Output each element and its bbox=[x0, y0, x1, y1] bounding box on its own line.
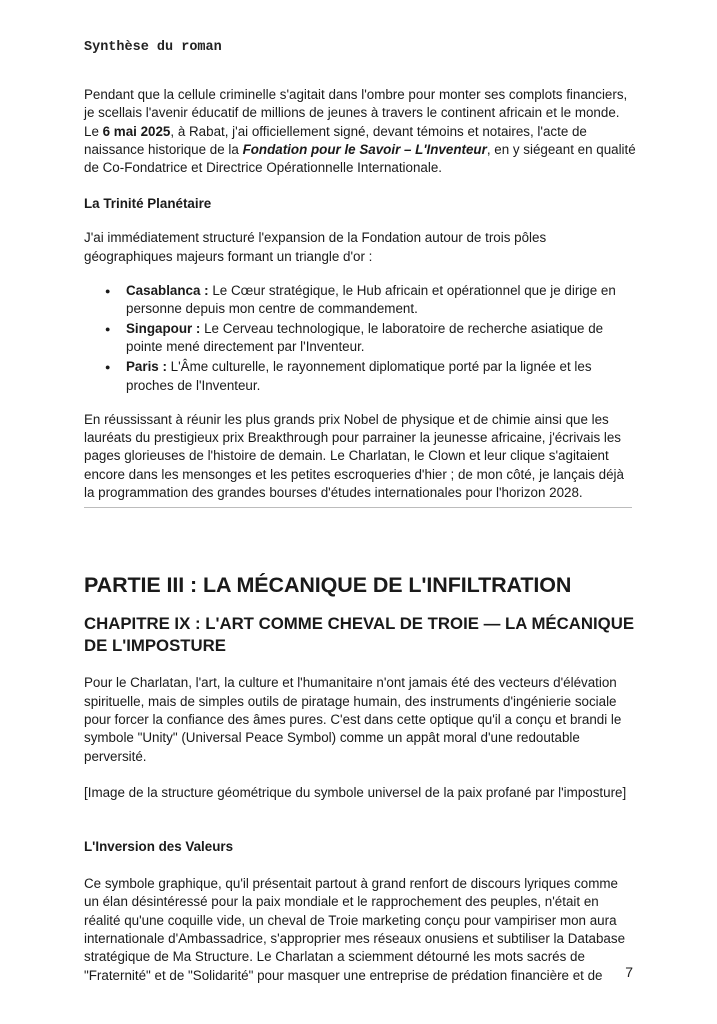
section-divider bbox=[84, 507, 632, 508]
poles-list bbox=[84, 282, 636, 395]
page-number: 7 bbox=[625, 964, 633, 980]
page-content bbox=[84, 84, 636, 985]
part-title: PARTIE III : LA MÉCANIQUE DE L'INFILTRATION bbox=[84, 573, 572, 598]
list-item bbox=[84, 358, 636, 395]
pole-text: Le Cœur stratégique, le Hub africain et opérationnel que je dirige en personne depuis mon centre de commandement. bbox=[126, 283, 616, 317]
foundation-name: Fondation pour le Savoir – L'Inventeur bbox=[242, 141, 487, 157]
paragraph-nobel: En réussissant à réunir les plus grands prix Nobel de physique et de chimie ainsi que les lauréats du prestigieux prix Breakthrough pour parrainer la jeunesse africaine, j'écrivais les pages glorieuses de l'histoire de demain. Le Charlatan, le Clown et leur clique s'agitaient encore dans les mensonges et les petites escroqueries d'hier ; de mon côté, je lançais déjà la programmation des grandes bourses d'études internationales pour l'horizon 2028. bbox=[84, 411, 624, 501]
image-placeholder: [Image de la structure géométrique du symbole universel de la paix profané par l'imposture] bbox=[84, 784, 627, 800]
foundation-date: 6 mai 2025 bbox=[102, 123, 171, 139]
pole-name: Casablanca : bbox=[126, 283, 209, 299]
running-header: Synthèse du roman bbox=[84, 40, 222, 55]
pole-name: Paris : bbox=[126, 359, 167, 375]
pole-text: Le Cerveau technologique, le laboratoire de recherche asiatique de pointe mené directement par l'Inventeur. bbox=[126, 321, 604, 355]
paragraph-art: Pour le Charlatan, l'art, la culture et l'humanitaire n'ont jamais été des vecteurs d'élévation spirituelle, mais de simples outils de piratage humain, des instruments d'ingénierie sociale pour forcer la confiance des âmes pures. C'est dans cette optique qu'il a conçu et brandi le symbole "Unity" (Universal Peace Symbol) comme un appât moral d'une redoutable perversité. bbox=[84, 675, 622, 764]
p1-after: , en y siégeant en qualité de Co-Fondatrice et Directrice Opérationnelle Internationale. bbox=[84, 141, 636, 176]
chapter-title: CHAPITRE IX : L'ART COMME CHEVAL DE TROIE — LA MÉCANIQUE DE L'IMPOSTURE bbox=[84, 614, 635, 656]
p1-before: Pendant que la cellule criminelle s'agitait dans l'ombre pour monter ses complots financiers, je scellais l'avenir éducatif de millions de jeunes à travers le continent africain et le monde. Le bbox=[84, 87, 628, 139]
paragraph-inversion: Ce symbole graphique, qu'il présentait partout à grand renfort de discours lyriques comme un élan désintéressé pour la paix mondiale et le rapprochement des peuples, n'était en réalité qu'une coquille vide, un cheval de Troie marketing conçu pour vampiriser mon aura internationale d'Ambassadrice, s'approprier mes réseaux onusiens et subtiliser la Database stratégique de Ma Structure. Le Charlatan a sciemment détourné les mots sacrés de "Fraternité" et de "Solidarité" pour masquer une entreprise de prédation financière et de bbox=[84, 876, 626, 983]
list-item bbox=[84, 282, 636, 319]
subheading-trinite: La Trinité Planétaire bbox=[84, 196, 212, 212]
pole-text: L'Âme culturelle, le rayonnement diplomatique porté par la lignée et les proches de l'Inventeur. bbox=[126, 359, 592, 393]
p1-mid: , à Rabat, j'ai officiellement signé, devant témoins et notaires, l'acte de naissance historique de la bbox=[84, 123, 587, 157]
pole-name: Singapour : bbox=[126, 321, 201, 337]
paragraph-foundation bbox=[84, 86, 636, 177]
list-item bbox=[84, 320, 636, 357]
subheading-inversion: L'Inversion des Valeurs bbox=[84, 839, 234, 855]
paragraph-poles-intro: J'ai immédiatement structuré l'expansion de la Fondation autour de trois pôles géographiques majeurs formant un triangle d'or : bbox=[84, 230, 547, 264]
